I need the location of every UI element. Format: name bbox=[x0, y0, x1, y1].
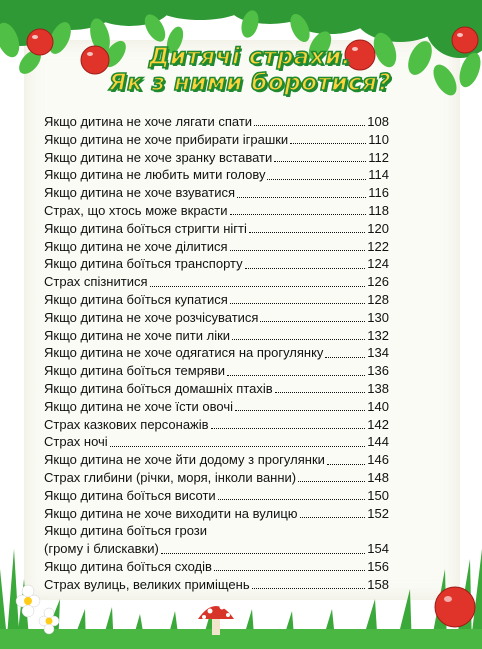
toc-dot-leader bbox=[327, 464, 365, 465]
toc-entry-title: (грому і блискавки) bbox=[44, 541, 159, 557]
toc-entry bbox=[44, 558, 389, 576]
toc-entry bbox=[44, 362, 389, 380]
title-line-1: Дитячі страхи. bbox=[148, 44, 352, 70]
toc-page-number: 122 bbox=[367, 238, 389, 254]
toc-dot-leader bbox=[252, 588, 366, 589]
toc-entry-title: Якщо дитина боїться сходів bbox=[44, 558, 212, 574]
toc-dot-leader bbox=[227, 375, 365, 376]
toc-entry bbox=[44, 380, 389, 398]
toc-dot-leader bbox=[214, 570, 365, 571]
toc-entry bbox=[44, 327, 389, 345]
toc-page-number: 124 bbox=[367, 256, 389, 272]
toc-page-number: 158 bbox=[367, 576, 389, 592]
toc-page-number: 126 bbox=[367, 274, 389, 290]
toc-page-number: 146 bbox=[367, 452, 389, 468]
toc-dot-leader bbox=[230, 303, 366, 304]
toc-entry-title: Якщо дитина не хоче йти додому з прогулянки bbox=[44, 452, 325, 468]
table-of-contents bbox=[44, 113, 389, 594]
toc-dot-leader bbox=[218, 499, 366, 500]
toc-entry-title: Якщо дитина не хоче зранку вставати bbox=[44, 149, 273, 165]
toc-page-number: 130 bbox=[367, 309, 389, 325]
toc-page-number: 148 bbox=[367, 469, 389, 485]
toc-page-number: 114 bbox=[368, 167, 389, 183]
toc-entry-title: Якщо дитина не хоче одягатися на прогулянку bbox=[44, 345, 324, 361]
title-line-2: Як з ними боротися? bbox=[108, 70, 392, 96]
toc-dot-leader bbox=[110, 446, 366, 447]
page-title bbox=[100, 44, 400, 96]
toc-entry-title: Якщо дитина боїться темряви bbox=[44, 363, 225, 379]
toc-entry bbox=[44, 113, 389, 131]
toc-page-number: 142 bbox=[367, 416, 389, 432]
toc-dot-leader bbox=[254, 125, 365, 126]
toc-dot-leader bbox=[260, 321, 365, 322]
toc-page-number: 108 bbox=[367, 114, 389, 129]
toc-entry-title: Якщо дитина боїться домашніх птахів bbox=[44, 380, 273, 396]
toc-dot-leader bbox=[290, 143, 366, 144]
toc-page-number: 110 bbox=[368, 131, 389, 147]
toc-page-number: 140 bbox=[367, 398, 389, 414]
toc-dot-leader bbox=[161, 553, 365, 554]
toc-dot-leader bbox=[235, 410, 365, 411]
toc-page-number: 144 bbox=[367, 434, 389, 450]
toc-entry-title: Якщо дитина боїться стригти нігті bbox=[44, 220, 247, 236]
toc-entry bbox=[44, 184, 389, 202]
toc-entry-title: Страх спізнитися bbox=[44, 274, 148, 290]
toc-entry-title: Страх, що хтось може вкрасти bbox=[44, 202, 228, 218]
toc-page-number: 128 bbox=[367, 291, 389, 307]
toc-dot-leader bbox=[230, 250, 366, 251]
toc-entry bbox=[44, 576, 389, 594]
toc-page-number: 112 bbox=[368, 149, 389, 165]
toc-dot-leader bbox=[267, 179, 366, 180]
toc-entry-title: Якщо дитина не хоче розчісуватися bbox=[44, 309, 259, 325]
toc-page-number: 156 bbox=[367, 558, 389, 574]
toc-entry-title: Якщо дитина не хоче пити ліки bbox=[44, 327, 231, 343]
toc-dot-leader bbox=[298, 481, 365, 482]
toc-entry-title: Страх вулиць, великих приміщень bbox=[44, 576, 250, 592]
toc-page-number: 150 bbox=[367, 487, 389, 503]
toc-dot-leader bbox=[300, 517, 366, 518]
toc-entry-title: Якщо дитина не любить мити голову bbox=[44, 167, 266, 183]
toc-entry bbox=[44, 522, 389, 540]
toc-dot-leader bbox=[237, 197, 366, 198]
toc-page-number: 134 bbox=[367, 345, 389, 361]
toc-entry-title: Страх казкових персонажів bbox=[44, 416, 209, 432]
toc-entry bbox=[44, 238, 389, 256]
toc-dot-leader bbox=[230, 214, 367, 215]
toc-entry-title: Якщо дитина не хоче виходити на вулицю bbox=[44, 505, 298, 521]
toc-entry-title: Якщо дитина боїться висоти bbox=[44, 487, 216, 503]
toc-entry bbox=[44, 344, 389, 362]
toc-entry bbox=[44, 131, 389, 149]
toc-entry bbox=[44, 487, 389, 505]
toc-entry bbox=[44, 540, 389, 558]
toc-dot-leader bbox=[232, 339, 365, 340]
toc-entry bbox=[44, 166, 389, 184]
toc-dot-leader bbox=[249, 232, 365, 233]
toc-entry bbox=[44, 451, 389, 469]
toc-page-number: 154 bbox=[367, 541, 389, 557]
toc-entry bbox=[44, 149, 389, 167]
toc-dot-leader bbox=[325, 357, 365, 358]
toc-page-number: 138 bbox=[367, 380, 389, 396]
toc-page-number: 152 bbox=[367, 505, 389, 521]
toc-entry-title: Якщо дитина не хоче ділитися bbox=[44, 238, 228, 254]
toc-dot-leader bbox=[274, 161, 366, 162]
toc-entry-title: Якщо дитина не хоче взуватися bbox=[44, 185, 236, 201]
toc-dot-leader bbox=[275, 392, 366, 393]
toc-dot-leader bbox=[211, 428, 366, 429]
toc-dot-leader bbox=[245, 268, 366, 269]
toc-page-number: 136 bbox=[367, 363, 389, 379]
toc-entry bbox=[44, 202, 389, 220]
toc-entry-title: Якщо дитина боїться купатися bbox=[44, 291, 228, 307]
toc-page-number: 118 bbox=[368, 202, 389, 218]
toc-entry bbox=[44, 220, 389, 238]
toc-entry bbox=[44, 469, 389, 487]
toc-entry-title: Якщо дитина не хоче їсти овочі bbox=[44, 398, 234, 414]
toc-entry bbox=[44, 255, 389, 273]
toc-entry bbox=[44, 505, 389, 523]
toc-entry bbox=[44, 398, 389, 416]
toc-entry bbox=[44, 309, 389, 327]
toc-entry-title: Якщо дитина боїться транспорту bbox=[44, 256, 243, 272]
toc-page-number: 120 bbox=[367, 220, 389, 236]
toc-entry-title: Страх глибини (річки, моря, інколи ванни) bbox=[44, 469, 297, 485]
toc-entry bbox=[44, 433, 389, 451]
toc-entry bbox=[44, 273, 389, 291]
toc-entry-title: Якщо дитина не хоче лягати спати bbox=[44, 114, 253, 129]
toc-dot-leader bbox=[150, 286, 366, 287]
toc-page-number: 132 bbox=[367, 327, 389, 343]
toc-entry-title: Страх ночі bbox=[44, 434, 108, 450]
toc-entry-title: Якщо дитина боїться грози bbox=[44, 523, 207, 539]
toc-entry-title: Якщо дитина не хоче прибирати іграшки bbox=[44, 131, 289, 147]
toc-entry bbox=[44, 416, 389, 434]
toc-entry bbox=[44, 291, 389, 309]
toc-page-number: 116 bbox=[368, 185, 389, 201]
